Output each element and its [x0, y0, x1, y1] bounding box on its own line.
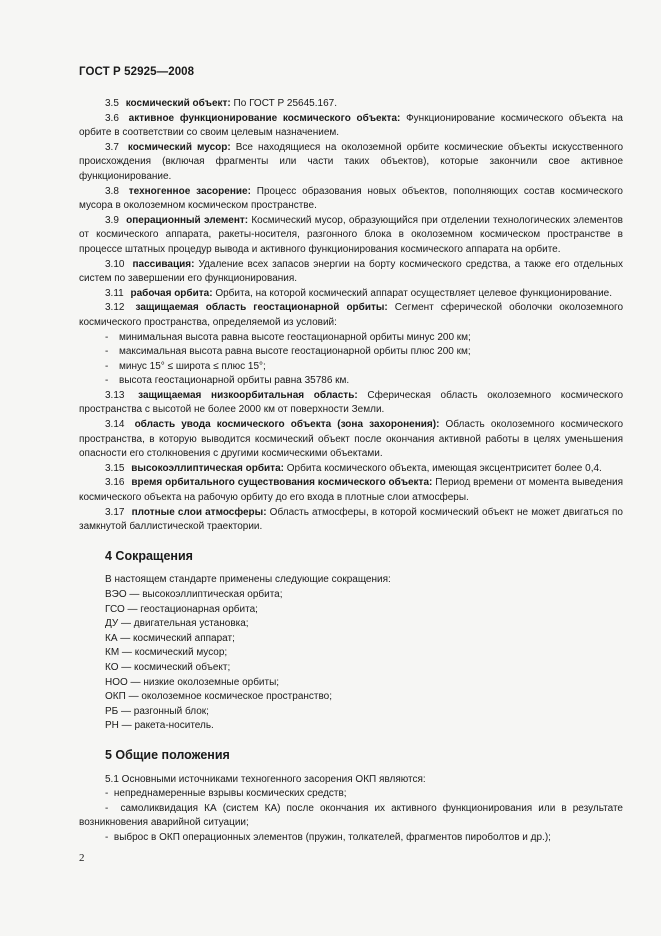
definition-3-8: 3.8 техногенное засорение: Процесс образования новых объектов, пополняющих состав космического мусора в околоземном космическом пространстве.	[79, 185, 623, 212]
list-item: КО — космический объект;	[105, 661, 231, 673]
list-item: КМ — космический мусор;	[105, 647, 228, 659]
definition-3-14: 3.14 область увода космического объекта (зона захоронения): Область околоземного космического пространства, в которую выводится космический объект после окончания активной работы в целях уменьшения опасности его столкновения с другими космическими объектами.	[79, 419, 624, 460]
definition-3-15: 3.15 высокоэллиптическая орбита: Орбита космического объекта, имеющая эксцентриситет более 0,4.	[105, 462, 602, 474]
section-4-intro: В настоящем стандарте применены следующие сокращения:	[105, 574, 391, 586]
list-item: - минимальная высота равна высоте геостационарной орбиты минус 200 км;	[105, 331, 471, 343]
definition-3-17: 3.17 плотные слои атмосферы: Область атмосферы, в которой космический объект не может двигаться по замкнутой баллистической траектории.	[79, 506, 623, 533]
definition-3-9: 3.9 операционный элемент: Космический мусор, образующийся при отделении технологических элементов от космического аппарата, ракеты-носителя, разгонного блока в околоземном космическом пространстве в процессе штатных процедур вывода и активного функционирования космического аппарата на орбите.	[79, 214, 623, 255]
definition-3-12: 3.12 защищаемая область геостационарной орбиты: Сегмент сферической оболочки околоземного космического пространства, определяемой из условий:	[79, 302, 624, 328]
list-item: НОО — низкие околоземные орбиты;	[105, 676, 280, 688]
conditions-list	[79, 331, 623, 389]
list-item: ГСО — геостационарная орбита;	[105, 603, 258, 615]
definition-3-5: 3.5 космический объект: По ГОСТ Р 25645.167.	[105, 98, 337, 109]
abbreviations-list	[79, 588, 623, 734]
definition-3-13: 3.13 защищаемая низкоорбитальная область: Сферическая область околоземного космического пространства с высотой не более 2000 км от поверхности Земли.	[79, 389, 624, 416]
document-body	[79, 97, 623, 846]
definition-3-10: 3.10 пассивация: Удаление всех запасов энергии на борту космического средства, а также его отдельных систем по завершении его функционирования.	[79, 258, 623, 285]
list-item: - минус 15° ≤ широта ≤ плюс 15°;	[105, 360, 266, 372]
section-4-heading: 4 Сокращения	[105, 548, 193, 563]
list-item: - самоликвидация КА (систем КА) после окончания их активного функционирования или в результате возникновения аварийной ситуации;	[79, 802, 623, 829]
section-5-intro: 5.1 Основными источниками техногенного засорения ОКП являются:	[105, 773, 426, 785]
list-item: - высота геостационарной орбиты равна 35786 км.	[105, 375, 350, 387]
list-item: РН — ракета-носитель.	[105, 720, 214, 732]
sources-list	[79, 787, 623, 845]
section-5-heading: 5 Общие положения	[105, 747, 230, 762]
definitions-list	[79, 97, 623, 331]
list-item: ВЭО — высокоэллиптическая орбита;	[105, 589, 283, 600]
list-item: - непреднамеренные взрывы космических средств;	[105, 788, 347, 800]
definition-3-7: 3.7 космический мусор: Все находящиеся на околоземной орбите космические объекты искусственного происхождения (включая фрагменты или части таких объектов), которые закончили свое активное функционирование.	[79, 141, 624, 182]
list-item: ДУ — двигательная установка;	[105, 618, 249, 630]
list-item: - выброс в ОКП операционных элементов (пружин, толкателей, фрагментов пироболтов и др.);	[105, 831, 551, 843]
definition-3-16: 3.16 время орбитального существования космического объекта: Период времени от момента выведения космического объекта на рабочую орбиту до его входа в плотные слои атмосферы.	[79, 477, 624, 504]
list-item: ОКП — околоземное космическое пространство;	[105, 691, 333, 703]
definitions-list-2	[79, 389, 623, 535]
definition-3-11: 3.11 рабочая орбита: Орбита, на которой космический аппарат осуществляет целевое функционирование.	[105, 287, 613, 299]
page-number: 2	[79, 852, 85, 864]
list-item: РБ — разгонный блок;	[105, 705, 209, 717]
definition-3-6: 3.6 активное функционирование космического объекта: Функционирование космического объекта на орбите в соответствии со своим целевым назначением.	[79, 112, 623, 139]
list-item: КА — космический аппарат;	[105, 632, 235, 644]
list-item: - максимальная высота равна высоте геостационарной орбиты плюс 200 км;	[105, 346, 471, 358]
document-header: ГОСТ Р 52925—2008	[79, 66, 195, 78]
